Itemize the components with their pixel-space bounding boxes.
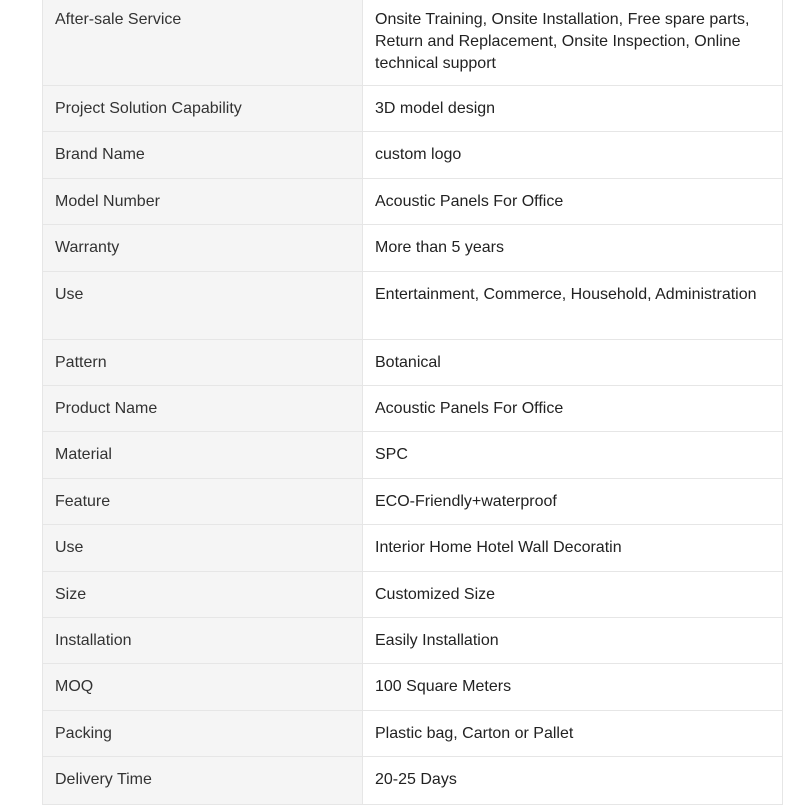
spec-key: Use xyxy=(43,271,363,339)
spec-row xyxy=(43,385,783,431)
spec-key: Packing xyxy=(43,710,363,756)
spec-value: 3D model design xyxy=(363,86,783,132)
spec-value: 100 Square Meters xyxy=(363,664,783,710)
spec-key: Model Number xyxy=(43,178,363,224)
spec-value: More than 5 years xyxy=(363,225,783,271)
spec-key: After-sale Service xyxy=(43,0,363,86)
spec-row xyxy=(43,571,783,617)
spec-key: Installation xyxy=(43,617,363,663)
spec-key: Feature xyxy=(43,478,363,524)
spec-key: Delivery Time xyxy=(43,757,363,805)
spec-value: Botanical xyxy=(363,339,783,385)
spec-key: Size xyxy=(43,571,363,617)
spec-row xyxy=(43,525,783,571)
spec-value: custom logo xyxy=(363,132,783,178)
spec-key: Material xyxy=(43,432,363,478)
spec-value: Customized Size xyxy=(363,571,783,617)
spec-value: 20-25 Days xyxy=(363,757,783,805)
spec-key: Product Name xyxy=(43,385,363,431)
spec-row xyxy=(43,432,783,478)
spec-row xyxy=(43,757,783,805)
spec-row xyxy=(43,132,783,178)
spec-row xyxy=(43,478,783,524)
spec-value: ECO-Friendly+waterproof xyxy=(363,478,783,524)
spec-value: Easily Installation xyxy=(363,617,783,663)
spec-key: Project Solution Capability xyxy=(43,86,363,132)
spec-value: Acoustic Panels For Office xyxy=(363,178,783,224)
spec-key: Pattern xyxy=(43,339,363,385)
spec-row xyxy=(43,617,783,663)
spec-key: Use xyxy=(43,525,363,571)
spec-key: Warranty xyxy=(43,225,363,271)
spec-value: Entertainment, Commerce, Household, Administration xyxy=(363,271,783,339)
spec-row xyxy=(43,178,783,224)
spec-key: Brand Name xyxy=(43,132,363,178)
spec-value: Interior Home Hotel Wall Decoratin xyxy=(363,525,783,571)
spec-row xyxy=(43,225,783,271)
spec-row xyxy=(43,710,783,756)
spec-value: Plastic bag, Carton or Pallet xyxy=(363,710,783,756)
spec-row xyxy=(43,664,783,710)
spec-row xyxy=(43,86,783,132)
spec-row xyxy=(43,271,783,339)
spec-row xyxy=(43,0,783,86)
spec-key: MOQ xyxy=(43,664,363,710)
spec-value: Acoustic Panels For Office xyxy=(363,385,783,431)
product-spec-table xyxy=(42,0,783,805)
spec-value: SPC xyxy=(363,432,783,478)
spec-value: Onsite Training, Onsite Installation, Free spare parts, Return and Replacement, Onsite Inspection, Online technical support xyxy=(363,0,783,86)
spec-row xyxy=(43,339,783,385)
